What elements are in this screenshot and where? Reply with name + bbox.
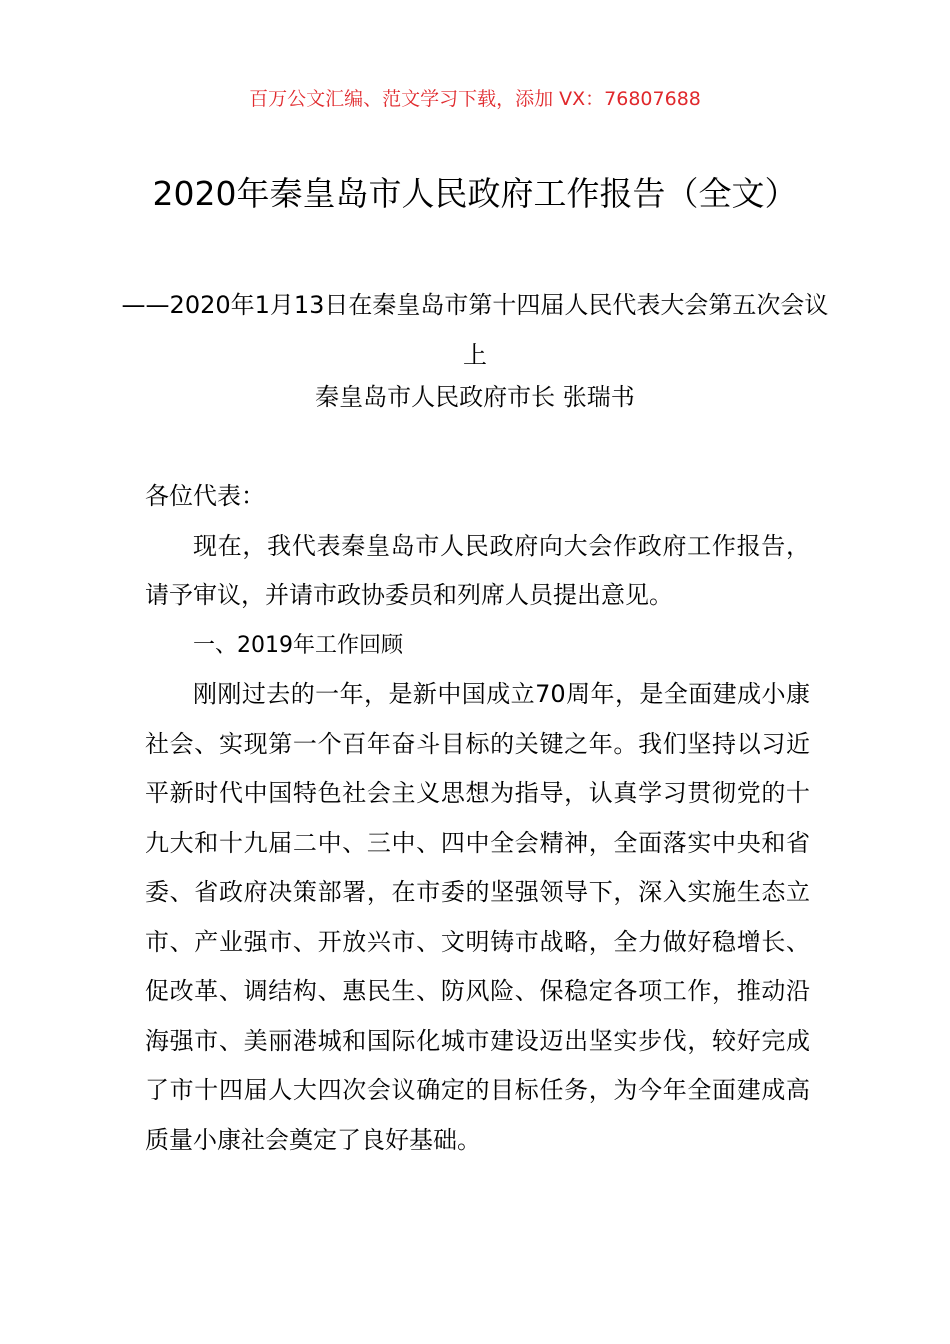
document-subtitle: ——2020年1月13日在秦皇岛市第十四届人民代表大会第五次会议上 <box>121 291 829 369</box>
header-note: 百万公文汇编、范文学习下载，添加 VX：76807688 <box>249 88 701 110</box>
document-body <box>145 472 810 1165</box>
document-title: 2020年秦皇岛市人民政府工作报告（全文） <box>152 174 798 213</box>
document-author: 秦皇岛市人民政府市长 张瑞书 <box>315 383 635 411</box>
paragraph-intro: 现在，我代表秦皇岛市人民政府向大会作政府工作报告，请予审议，并请市政协委员和列席人员提出意见。 <box>145 531 810 609</box>
salutation: 各位代表： <box>145 482 265 510</box>
section-heading: 一、2019年工作回顾 <box>193 632 403 658</box>
paragraph-review: 刚刚过去的一年，是新中国成立70周年，是全面建成小康社会、实现第一个百年奋斗目标的关键之年。我们坚持以习近平新时代中国特色社会主义思想为指导，认真学习贯彻党的十九大和十九届二中、三中、四中全会精神，全面落实中央和省委、省政府决策部署，在市委的坚强领导下，深入实施生态立市、产业强市、开放兴市、文明铸市战略，全力做好稳增长、促改革、调结构、惠民生、防风险、保稳定各项工作，推动沿海强市、美丽港城和国际化城市建设迈出坚实步伐，较好完成了市十四届人大四次会议确定的目标任务，为今年全面建成高质量小康社会奠定了良好基础。 <box>145 680 810 1154</box>
